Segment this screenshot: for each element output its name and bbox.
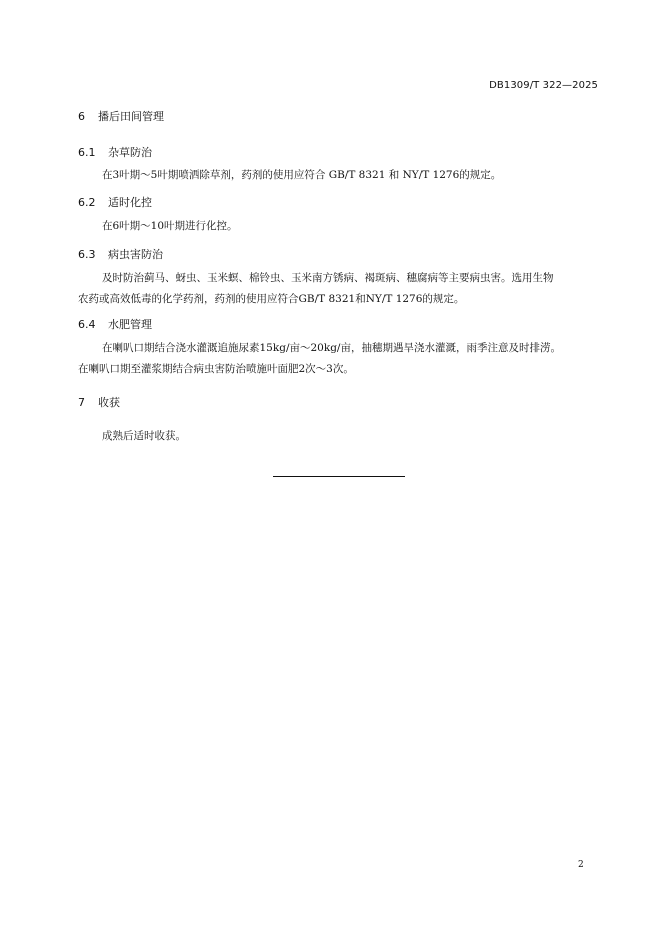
page-number: 2 <box>578 860 584 870</box>
section-title: 水肥管理 <box>108 318 152 331</box>
section-6-heading <box>78 108 164 124</box>
section-6-3-body <box>78 268 610 310</box>
section-title: 适时化控 <box>108 196 152 209</box>
section-6-2-heading <box>78 194 152 210</box>
paragraph-line: 在喇叭口期结合浇水灌溉追施尿素15kg/亩～20kg/亩，抽穗期遇旱浇水灌溉，雨季注意及时排涝。 <box>102 342 561 354</box>
section-number: 6.4 <box>78 318 96 331</box>
section-title: 收获 <box>98 396 120 409</box>
section-7-body <box>78 426 610 447</box>
section-number: 6.1 <box>78 146 96 159</box>
paragraph-line: 在喇叭口期至灌浆期结合病虫害防治喷施叶面肥2次～3次。 <box>78 363 354 375</box>
document-code: DB1309/T 322—2025 <box>489 80 598 91</box>
paragraph-line: 在3叶期～5叶期喷洒除草剂，药剂的使用应符合 GB/T 8321 和 NY/T 1276的规定。 <box>102 169 502 181</box>
end-of-document-rule <box>273 476 405 477</box>
section-number: 6.3 <box>78 248 96 261</box>
section-number: 6.2 <box>78 196 96 209</box>
section-6-1-heading <box>78 144 152 160</box>
section-title: 病虫害防治 <box>108 248 163 261</box>
section-7-heading <box>78 394 120 410</box>
section-6-3-heading <box>78 246 163 262</box>
section-6-2-body <box>78 216 610 237</box>
paragraph-line: 农药或高效低毒的化学药剂，药剂的使用应符合GB/T 8321和NY/T 1276的规定。 <box>78 293 465 305</box>
paragraph-line: 及时防治蓟马、蚜虫、玉米螟、棉铃虫、玉米南方锈病、褐斑病、穗腐病等主要病虫害。选用生物 <box>102 272 554 284</box>
section-6-4-body <box>78 338 610 380</box>
section-title: 杂草防治 <box>108 146 152 159</box>
section-number: 6 <box>78 110 85 123</box>
section-6-1-body <box>78 165 610 186</box>
section-title: 播后田间管理 <box>98 110 164 123</box>
paragraph-line: 在6叶期～10叶期进行化控。 <box>102 220 238 232</box>
section-6-4-heading <box>78 316 152 332</box>
paragraph-line: 成熟后适时收获。 <box>102 430 186 442</box>
section-number: 7 <box>78 396 85 409</box>
